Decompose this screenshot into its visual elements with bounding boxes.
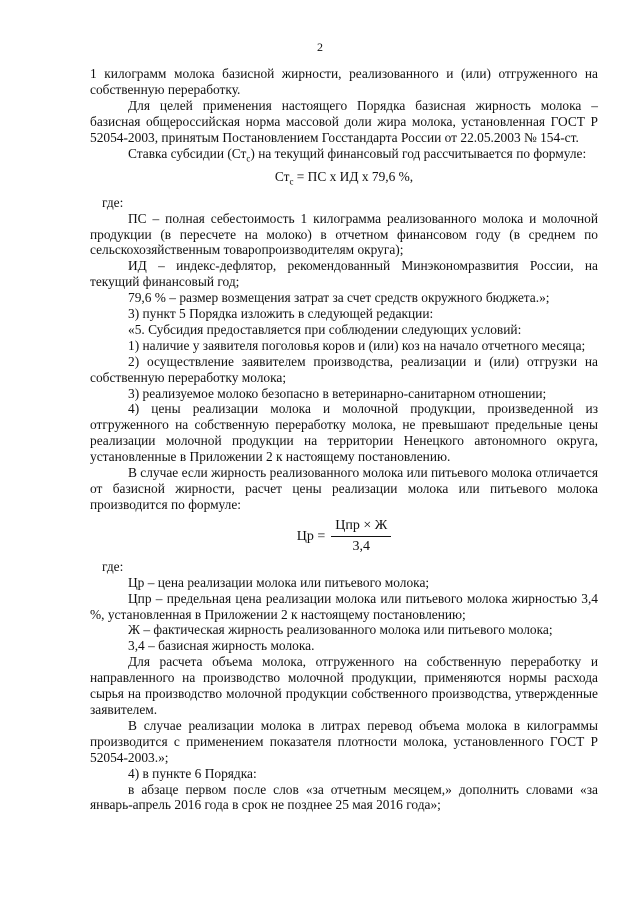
paragraph-volume: Для расчета объема молока, отгруженного на собственную переработку и направленного на производство молочной продукции, применяются нормы расхода сырья на производство молочной продукции собственного производства, утвержденные заявителем. — [90, 654, 598, 717]
condition-2: 2) осуществление заявителем производства, реализации и (или) отгрузки на собственную переработку молока; — [90, 353, 598, 385]
formula-subsidy-rate — [90, 169, 598, 191]
formula-price-fraction — [331, 518, 391, 555]
condition-4: 4) цены реализации молока и молочной продукции, произведенной из отгруженного на собственную переработку молока, не превышают предельные цены реализации молочной продукции на территории Ненецкого автономного округа, установленные в Приложении 2 к настоящему постановлению. — [90, 401, 598, 465]
definition-3-4: 3,4 – базисная жирность молока. — [128, 638, 315, 654]
where-label-2: где: — [102, 558, 124, 574]
clause-5: «5. Субсидия предоставляется при соблюдении следующих условий: — [128, 321, 522, 337]
definition-cpr: Цпр – предельная цена реализации молока или питьевого молока жирностью 3,4 %, установленная в Приложении 2 к настоящему постановлению; — [90, 590, 598, 622]
subsidy-rate-text: Ставка субсидии $(Ст_с)$ на текущий финансовый год рассчитывается по формуле: — [128, 145, 587, 164]
paragraph-continuation: 1 килограмм молока базисной жирности, реализованного и (или) отгруженного на собственную переработку. — [90, 66, 598, 97]
item-4-text: в абзаце первом после слов «за отчетным месяцем,» дополнить словами «за январь-апрель 2016 года в срок не позднее 25 мая 2016 года»; — [90, 781, 598, 813]
page-number: 2 — [317, 40, 323, 54]
paragraph-fat-case: В случае если жирность реализованного молока или питьевого молока отличается от базисной жирности, расчет цены реализации молока или питьевого молока производится по формуле: — [90, 465, 598, 512]
paragraph-subsidy-rate — [90, 146, 598, 168]
paragraph-liters: В случае реализации молока в литрах перевод объема молока в килограммы производится с применением показателя плотности молока, установленного ГОСТ Р 52054-2003.»; — [90, 717, 598, 765]
definition-zh: Ж – фактическая жирность реализованного молока или питьевого молока; — [128, 622, 553, 638]
formula-price-numerator: Цпр × Ж — [331, 518, 391, 537]
condition-1: 1) наличие у заявителя поголовья коров и (или) коз на начало отчетного месяца; — [128, 337, 586, 353]
definition-79-6: 79,6 % – размер возмещения затрат за счет средств окружного бюджета.»; — [128, 290, 550, 306]
condition-3: 3) реализуемое молоко безопасно в ветеринарно-санитарном отношении; — [128, 385, 547, 401]
item-4: 4) в пункте 6 Порядка: — [128, 765, 257, 781]
formula-subsidy-rate-text: $Ст_с$ = ПС х ИД х 79,6 %, — [274, 169, 414, 187]
definition-ps: ПС – полная себестоимость 1 килограмма реализованного молока и молочной продукции (в пересчете на молоко) в отчетном финансовом году (в среднем по сельскохозяйственным товаропроизводителям округа); — [90, 210, 598, 258]
paragraph-base-fat-definition: Для целей применения настоящего Порядка базисная жирность молока – базисная общероссийская норма массовой доли жира молока, установленная ГОСТ Р 52054-2003, принятым Постановлением Госстандарта России от 22.05.2003 № 154-ст. — [90, 97, 598, 145]
document-body — [90, 66, 598, 813]
formula-price-lhs: Цр = — [296, 528, 326, 544]
formula-price — [90, 517, 598, 557]
formula-price-denominator: 3,4 — [352, 539, 370, 555]
subscript-s: с — [289, 176, 294, 187]
where-label: где: — [102, 194, 124, 210]
definition-cr: Цр – цена реализации молока или питьевого молока; — [128, 574, 430, 590]
subscript-s: с — [246, 153, 251, 164]
definition-id: ИД – индекс-дефлятор, рекомендованный Минэкономразвития России, на текущий финансовый год; — [90, 258, 598, 290]
item-3: 3) пункт 5 Порядка изложить в следующей редакции: — [128, 306, 434, 322]
